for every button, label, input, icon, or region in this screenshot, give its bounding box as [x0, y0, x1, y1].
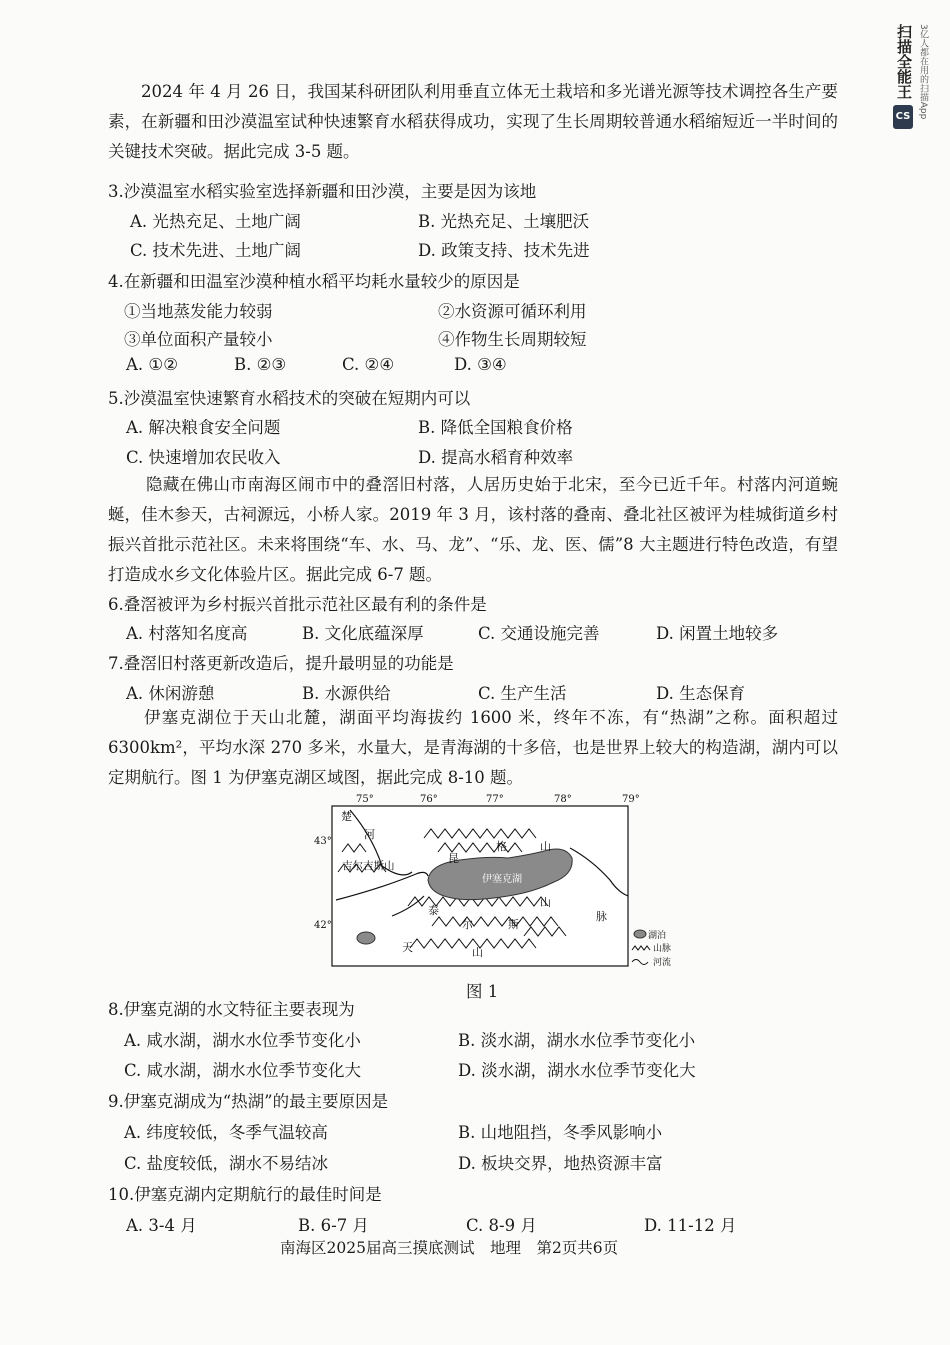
question-3-option-c: C. 技术先进、土地广阔 — [130, 241, 302, 260]
map-small-lake — [357, 932, 375, 944]
scanner-app-subtitle: 3亿人都在用的扫描App — [918, 24, 928, 120]
page-footer: 南海区2025届高三摸底测试 地理 第2页共6页 — [280, 1239, 619, 1257]
question-9-option-d: D. 板块交界，地热资源丰富 — [458, 1154, 663, 1173]
question-5-stem: 5.沙漠温室快速繁育水稻技术的突破在短期内可以 — [108, 389, 471, 408]
question-6-option-b: B. 文化底蕴深厚 — [302, 624, 424, 643]
issyk-kul-region-map — [312, 788, 672, 974]
map-label-lake: 伊塞克湖 — [482, 874, 522, 885]
map-label-tianshan-1: 天 — [402, 941, 413, 954]
map-label-terskey-3: 斯 — [508, 918, 519, 931]
map-lon-78: 78° — [554, 794, 572, 805]
question-5-option-b: B. 降低全国粮食价格 — [418, 418, 573, 437]
question-5-option-d: D. 提高水稻育种效率 — [418, 448, 574, 467]
question-5-option-a: A. 解决粮食安全问题 — [126, 418, 281, 437]
question-7-option-b: B. 水源供给 — [302, 684, 391, 703]
map-label-kungey-1: 昆 — [448, 852, 459, 865]
map-label-kungey-3: 山 — [540, 840, 551, 853]
question-6-stem: 6.叠滘被评为乡村振兴首批示范社区最有利的条件是 — [108, 595, 487, 614]
question-7-option-c: C. 生产生活 — [478, 684, 567, 703]
question-4-statement-3: ③单位面积产量较小 — [124, 330, 273, 349]
question-4-option-c: C. ②④ — [342, 355, 395, 374]
question-4-stem: 4.在新疆和田温室沙漠种植水稻平均耗水量较少的原因是 — [108, 272, 520, 291]
map-label-terskey-4: 山 — [540, 896, 551, 909]
question-10-stem: 10.伊塞克湖内定期航行的最佳时间是 — [108, 1185, 382, 1204]
map-lat-42: 42° — [314, 920, 332, 931]
question-9-option-a: A. 纬度较低，冬季气温较高 — [124, 1123, 328, 1142]
map-label-chu-1: 楚 — [341, 810, 352, 823]
map-legend-lake: 湖泊 — [648, 931, 667, 941]
question-8-option-a: A. 咸水湖，湖水水位季节变化小 — [124, 1031, 361, 1050]
map-legend-mountain-icon — [632, 946, 650, 950]
question-4-option-b: B. ②③ — [234, 355, 287, 374]
question-7-stem: 7.叠滘旧村落更新改造后，提升最明显的功能是 — [108, 654, 454, 673]
question-9-option-c: C. 盐度较低，湖水不易结冰 — [124, 1154, 329, 1173]
question-4-statement-4: ④作物生长周期较短 — [438, 330, 587, 349]
question-10-option-d: D. 11-12 月 — [644, 1216, 737, 1235]
map-lat-43: 43° — [314, 836, 332, 847]
question-10-option-a: A. 3-4 月 — [126, 1216, 197, 1235]
question-3-stem: 3.沙漠温室水稻实验室选择新疆和田沙漠，主要是因为该地 — [108, 182, 537, 201]
question-6-option-d: D. 闲置土地较多 — [656, 624, 779, 643]
question-3-option-b: B. 光热充足、土壤肥沃 — [418, 212, 590, 231]
map-lon-75: 75° — [356, 794, 374, 805]
camscanner-badge-icon: CS — [893, 105, 913, 129]
question-3-option-a: A. 光热充足、土地广阔 — [130, 212, 301, 231]
map-label-kungey-2: 格 — [496, 840, 507, 853]
question-10-option-c: C. 8-9 月 — [466, 1216, 537, 1235]
map-label-terskey-5: 脉 — [596, 910, 607, 923]
map-label-kyrgyz: 吉尔吉斯山 — [342, 860, 395, 872]
map-legend-river-icon — [632, 960, 648, 965]
question-4-statement-2: ②水资源可循环利用 — [438, 302, 587, 321]
passage-issyk-kul: 伊塞克湖位于天山北麓，湖面平均海拔约 1600 米，终年不冻，有“热湖”之称。面积超过 6300km²，平均水深 270 多米，水量大，是青海湖的十多倍，也是世界上较大的构造湖，湖内可以定期航行。图 1 为伊塞克湖区域图，据此完成 8-10 题。 — [108, 708, 838, 787]
question-3-option-d: D. 政策支持、技术先进 — [418, 241, 590, 260]
map-caption: 图 1 — [466, 982, 499, 1001]
passage-diejiao-village: 隐藏在佛山市南海区闹市中的叠滘旧村落，人居历史始于北宋，至今已近千年。村落内河道蜿蜒，佳木参天，古祠源远，小桥人家。2019 年 3 月，该村落的叠南、叠北社区被评为桂城街道乡村振兴首批示范社区。未来将围绕“车、水、马、龙”、“乐、龙、医、儒”8 大主题进行特色改造，有望打造成水乡文化体验片区。据此完成 6-7 题。 — [108, 475, 838, 584]
question-8-stem: 8.伊塞克湖的水文特征主要表现为 — [108, 1000, 355, 1019]
map-legend-river: 河流 — [653, 958, 672, 968]
question-8-option-c: C. 咸水湖，湖水水位季节变化大 — [124, 1061, 362, 1080]
question-8-option-d: D. 淡水湖，湖水水位季节变化大 — [458, 1061, 696, 1080]
map-lon-76: 76° — [420, 794, 438, 805]
map-label-tianshan-2: 山 — [472, 946, 483, 959]
question-7-option-d: D. 生态保育 — [656, 684, 746, 703]
map-legend-lake-icon — [634, 930, 646, 938]
map-lon-79: 79° — [622, 794, 640, 805]
question-4-option-d: D. ③④ — [454, 355, 507, 374]
question-7-option-a: A. 休闲游憩 — [126, 684, 215, 703]
question-9-option-b: B. 山地阻挡，冬季风影响小 — [458, 1123, 663, 1142]
scanner-app-title: 扫描全能王 — [895, 24, 913, 99]
question-8-option-b: B. 淡水湖，湖水水位季节变化小 — [458, 1031, 696, 1050]
question-9-stem: 9.伊塞克湖成为“热湖”的最主要原因是 — [108, 1092, 389, 1111]
question-6-option-a: A. 村落知名度高 — [126, 624, 248, 643]
map-label-terskey-2: 尔 — [462, 918, 473, 931]
question-4-option-a: A. ①② — [126, 355, 178, 374]
map-label-chu-2: 河 — [364, 828, 375, 841]
question-10-option-b: B. 6-7 月 — [298, 1216, 369, 1235]
passage-rice: 2024 年 4 月 26 日，我国某科研团队利用垂直立体无土栽培和多光谱光源等技术调控各生产要素，在新疆和田沙漠温室试种快速繁育水稻获得成功，实现了生长周期较普通水稻缩短近一半时间的关键技术突破。据此完成 3-5 题。 — [108, 82, 838, 161]
map-label-terskey-1: 泰 — [428, 904, 439, 917]
question-6-option-c: C. 交通设施完善 — [478, 624, 600, 643]
map-lon-77: 77° — [486, 794, 504, 805]
question-4-statement-1: ①当地蒸发能力较弱 — [124, 302, 273, 321]
question-5-option-c: C. 快速增加农民收入 — [126, 448, 281, 467]
map-legend-mountain: 山脉 — [653, 944, 672, 954]
